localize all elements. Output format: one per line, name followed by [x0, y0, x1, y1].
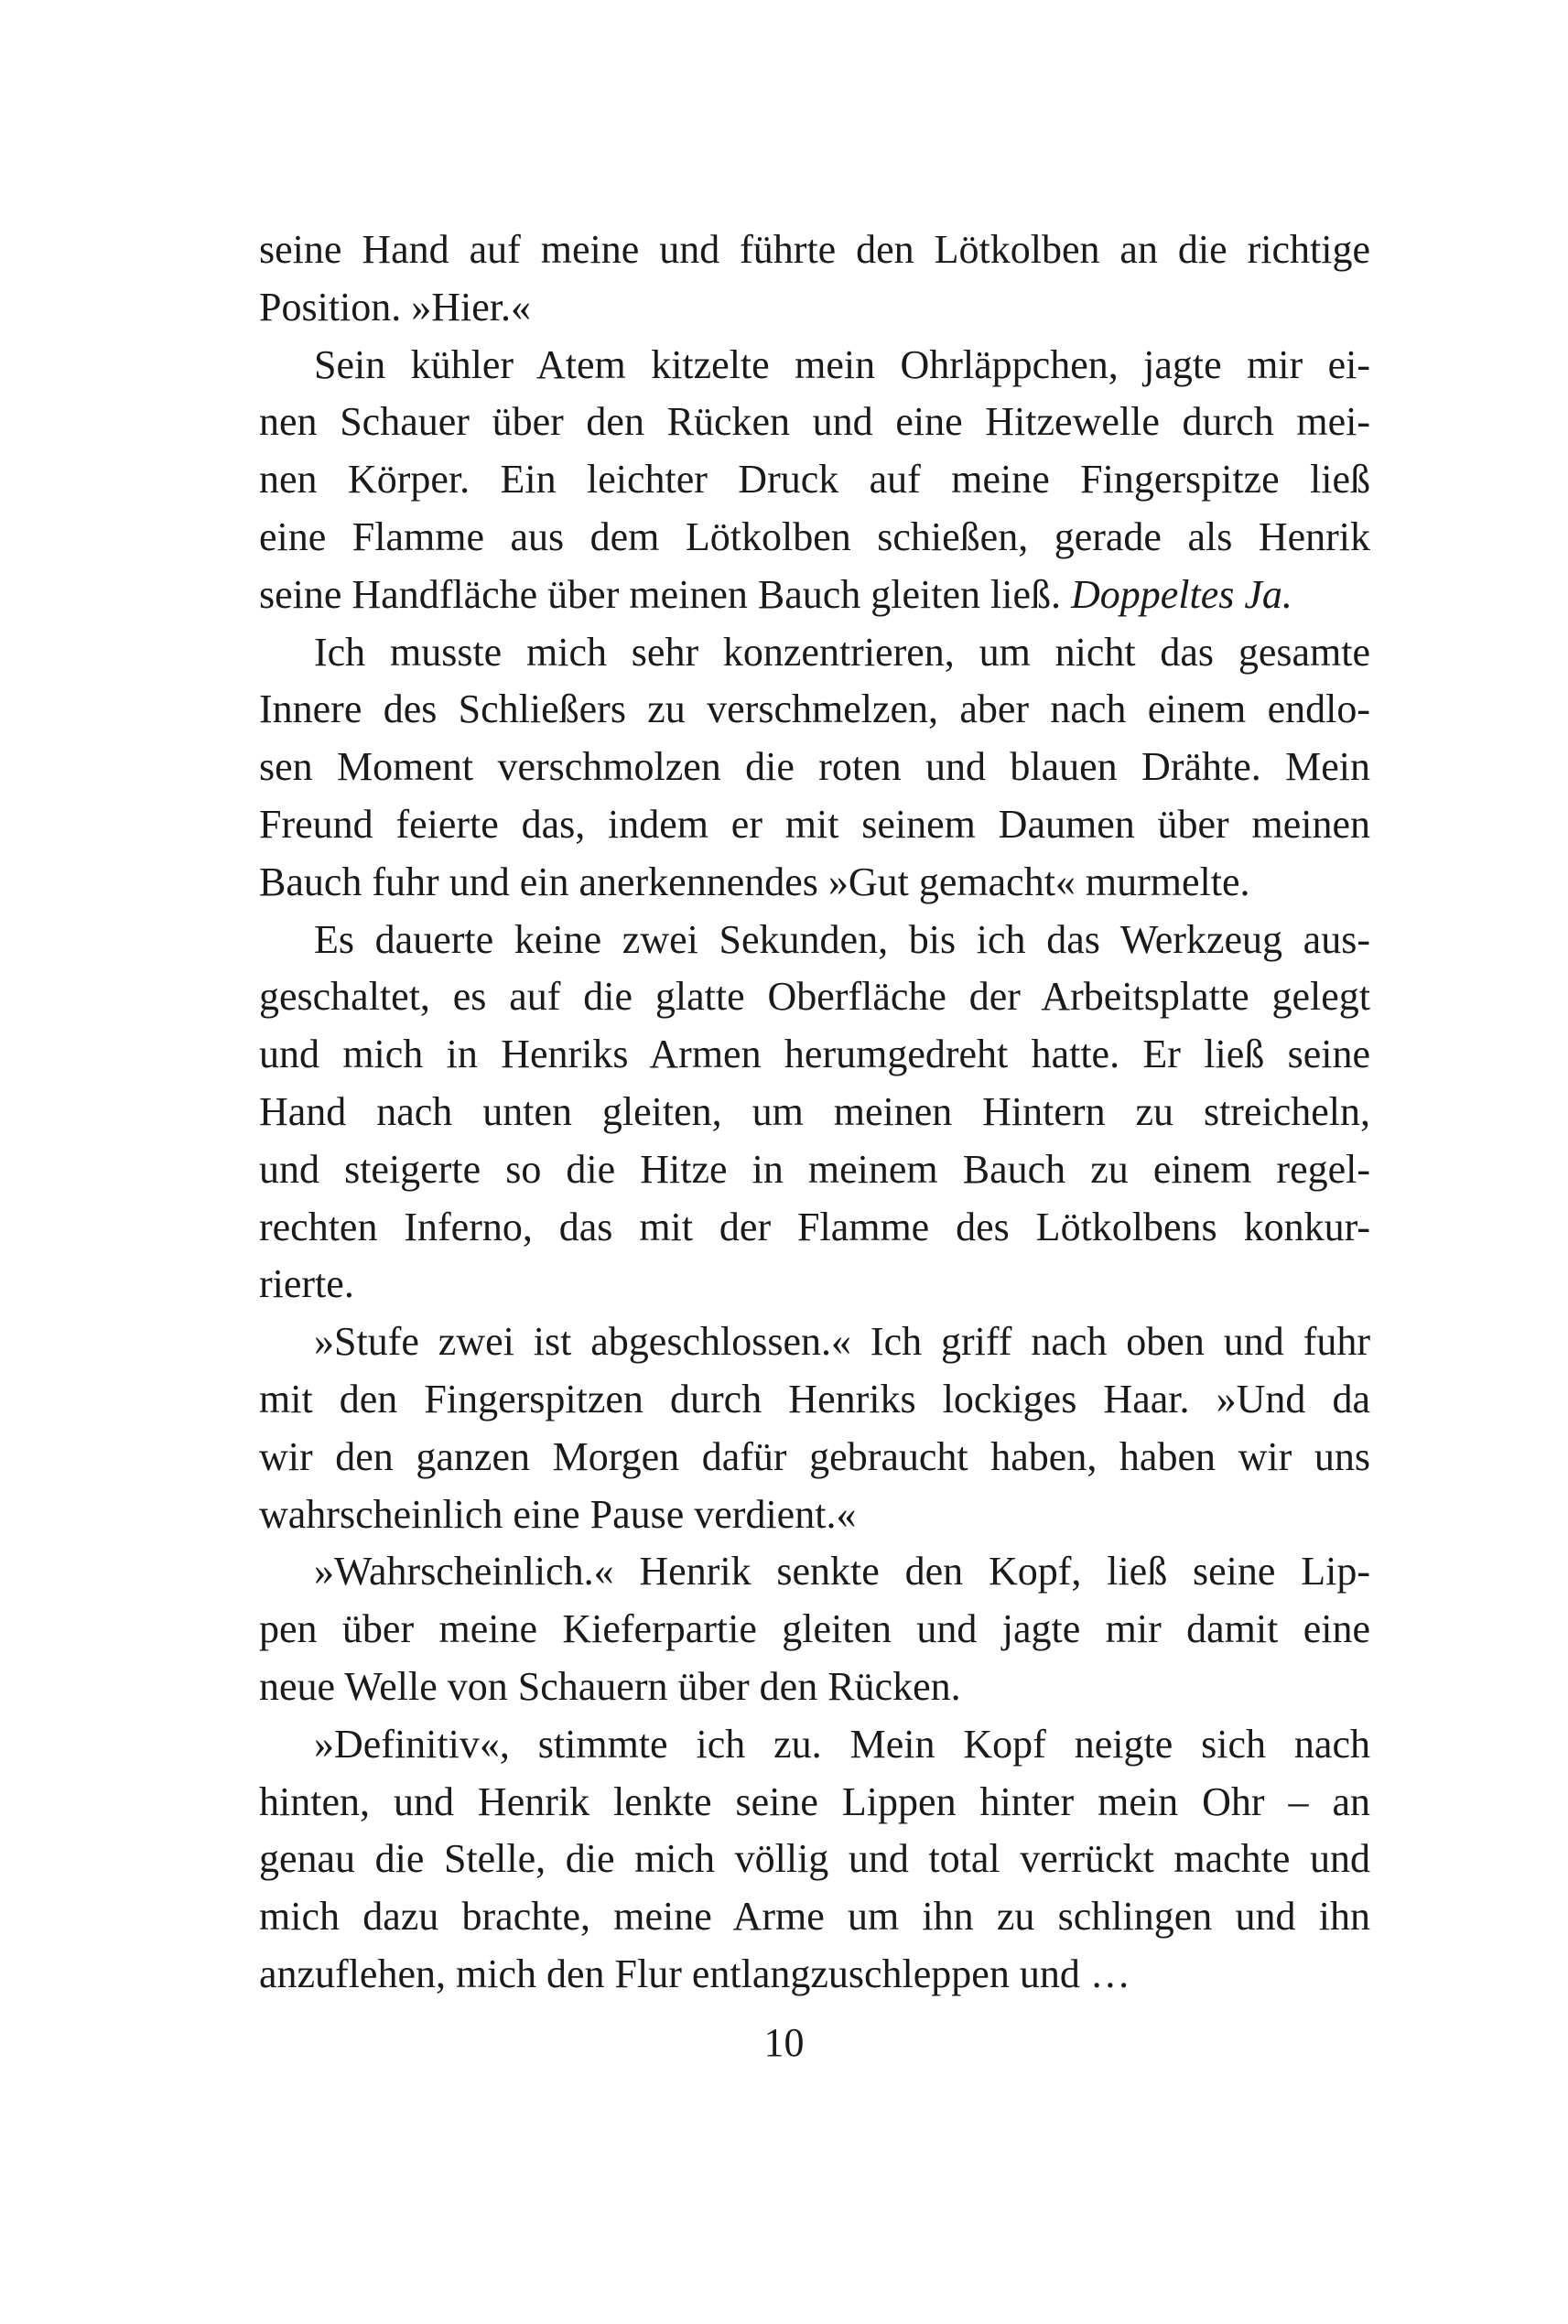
text-line: mich dazu brachte, meine Arme um ihn zu schlingen und ihn: [259, 1894, 1370, 1940]
text-line: eine Flamme aus dem Lötkolben schießen, gerade als Henrik: [259, 513, 1370, 559]
italic-phrase: Doppeltes Ja.: [1070, 571, 1292, 617]
text-line: nen Körper. Ein leichter Druck auf meine Fingerspitze ließ: [259, 457, 1370, 503]
text-line: rierte.: [259, 1261, 354, 1307]
text-line: genau die Stelle, die mich völlig und total verrückt machte und: [259, 1836, 1370, 1882]
text-line: Freund feierte das, indem er mit seinem Daumen über meinen: [259, 801, 1370, 847]
text-line: »Stufe zwei ist abgeschlossen.« Ich griff nach oben und fuhr: [314, 1319, 1370, 1365]
text-line: neue Welle von Schauern über den Rücken.: [259, 1663, 961, 1709]
text-line: Bauch fuhr und ein anerkennendes »Gut gemacht« murmelte.: [259, 859, 1250, 904]
text-line: seine Hand auf meine und führte den Lötkolben an die richtige: [259, 227, 1370, 272]
text-line: Ich musste mich sehr konzentrieren, um nicht das gesamte: [314, 629, 1370, 675]
text-line: hinten, und Henrik lenkte seine Lippen hinter mein Ohr – an: [259, 1778, 1370, 1824]
text-line: wahrscheinlich eine Pause verdient.«: [259, 1491, 857, 1537]
text-line: Position. »Hier.«: [259, 284, 532, 330]
text-line: geschaltet, es auf die glatte Oberfläche der Arbeitsplatte gelegt: [259, 974, 1370, 1020]
text-line: und mich in Henriks Armen herumgedreht hatte. Er ließ seine: [259, 1032, 1370, 1077]
body-text: [259, 222, 1370, 2004]
text-line: Sein kühler Atem kitzelte mein Ohrläppchen, jagte mir ei-: [314, 341, 1370, 387]
text-line: wir den ganzen Morgen dafür gebraucht haben, haben wir uns: [259, 1433, 1370, 1479]
text-line: pen über meine Kieferpartie gleiten und jagte mir damit eine: [259, 1606, 1370, 1652]
text-line: Hand nach unten gleiten, um meinen Hintern zu streicheln,: [259, 1088, 1370, 1134]
text-line: »Wahrscheinlich.« Henrik senkte den Kopf, ließ seine Lip-: [314, 1549, 1370, 1594]
text-line: anzuflehen, mich den Flur entlangzuschleppen und …: [259, 1951, 1130, 1996]
text-line: mit den Fingerspitzen durch Henriks lockiges Haar. »Und da: [259, 1376, 1370, 1421]
text-line: nen Schauer über den Rücken und eine Hitzewelle durch mei-: [259, 399, 1370, 445]
line-text: seine Handfläche über meinen Bauch gleiten ließ.: [259, 571, 1071, 617]
page-number: 10: [763, 2020, 805, 2065]
text-line: sen Moment verschmolzen die roten und blauen Drähte. Mein: [259, 744, 1370, 790]
text-line: rechten Inferno, das mit der Flamme des Lötkolbens konkur-: [259, 1204, 1370, 1249]
text-line: »Definitiv«, stimmte ich zu. Mein Kopf neigte sich nach: [314, 1721, 1370, 1767]
text-line: [259, 567, 1370, 624]
text-line: Es dauerte keine zwei Sekunden, bis ich das Werkzeug aus-: [314, 916, 1370, 962]
text-line: Innere des Schließers zu verschmelzen, aber nach einem endlo-: [259, 686, 1370, 732]
text-line: und steigerte so die Hitze in meinem Bauch zu einem regel-: [259, 1146, 1370, 1192]
